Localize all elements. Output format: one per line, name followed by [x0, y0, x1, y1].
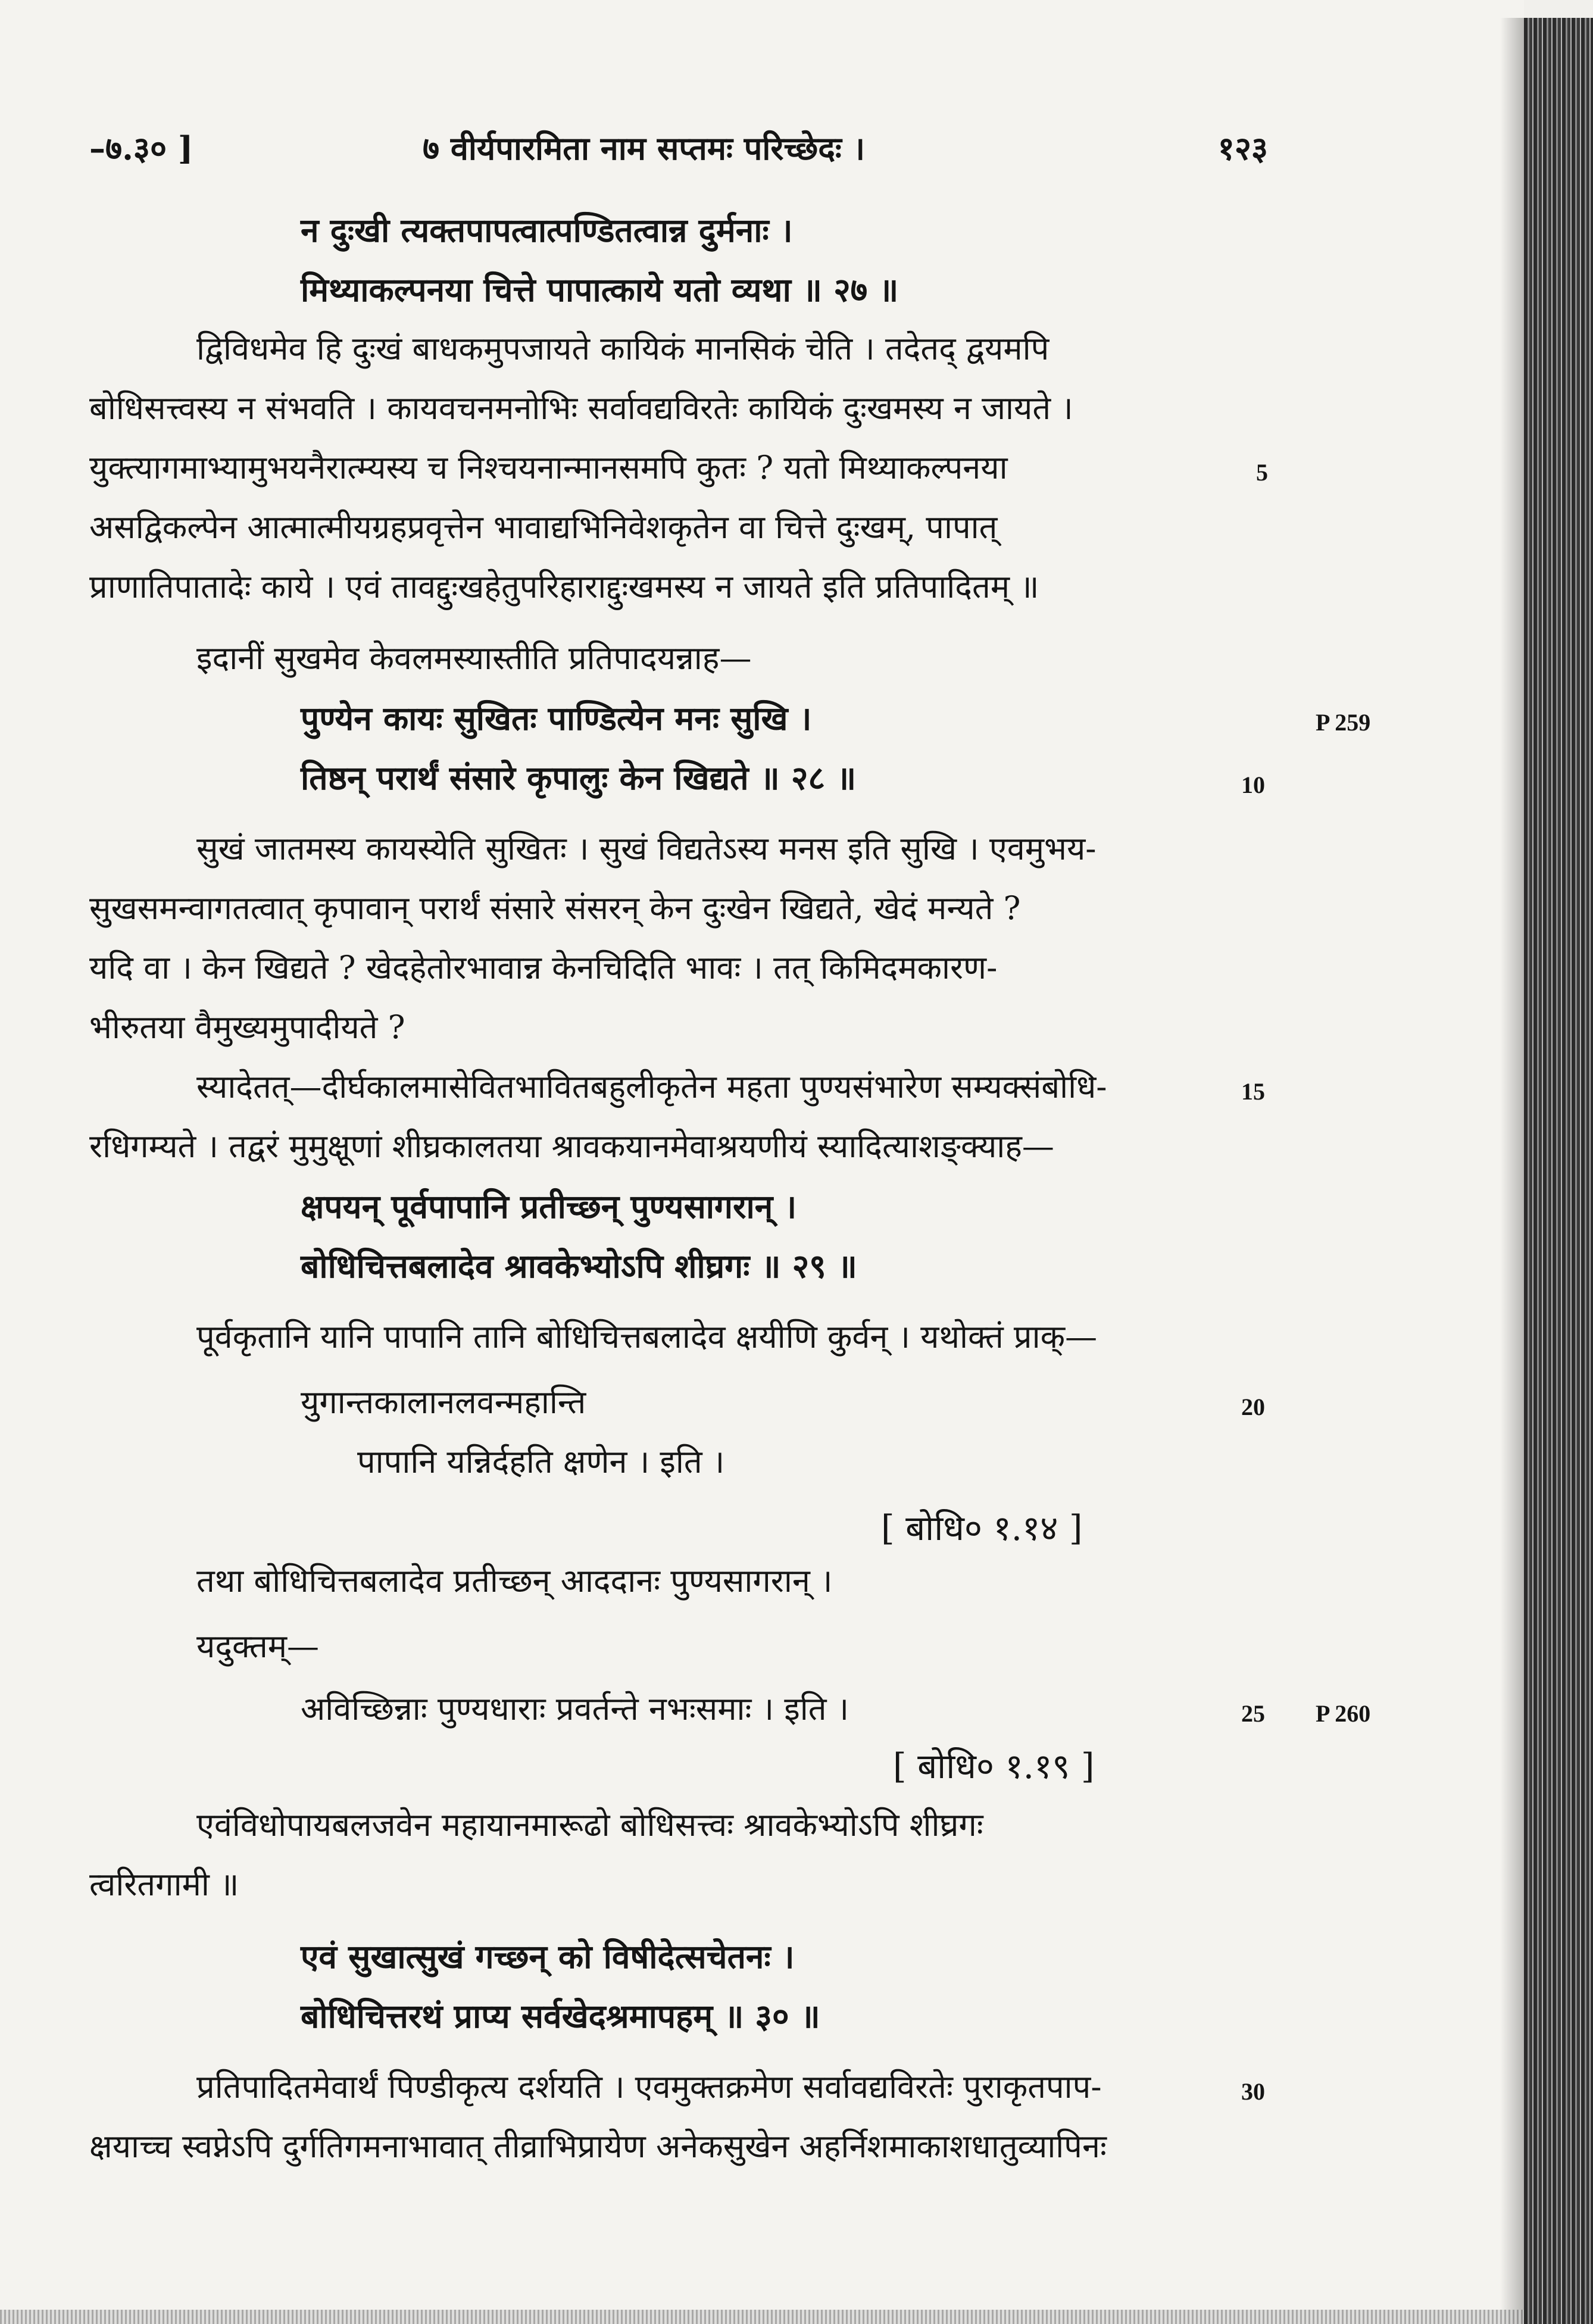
- commentary-line: भीरुतया वैमुख्यमुपादीयते ?: [89, 1008, 405, 1046]
- verse-line: मिथ्याकल्पनया चित्ते पापात्काये यतो व्यथा ॥ २७ ॥: [301, 270, 899, 309]
- commentary-line: स्यादेतत्—दीर्घकालमासेवितभावितबहुलीकृतेन महता पुण्यसंभारेण सम्यक्संबोधि-: [196, 1068, 1107, 1105]
- line-number: 15: [1241, 1078, 1265, 1105]
- commentary-line: युक्त्यागमाभ्यामुभयनैरात्म्यस्य च निश्चयनान्मानसमपि कुतः ? यतो मिथ्याकल्पनया: [89, 449, 1008, 486]
- commentary-line: इदानीं सुखमेव केवलमस्यास्तीति प्रतिपादयन्नाह—: [196, 639, 752, 677]
- header-verse-range: –७.३० ]: [89, 129, 193, 167]
- scan-bottom-edge: [0, 2310, 1524, 2324]
- bodhi-reference: [ बोधि० १.१४ ]: [881, 1508, 1083, 1548]
- commentary-line: असद्विकल्पेन आत्मात्मीयग्रहप्रवृत्तेन भावाद्यभिनिवेशकृतेन वा चित्ते दुःखम्, पापात्: [89, 508, 998, 546]
- commentary-line: सुखसमन्वागतत्वात् कृपावान् परार्थं संसारे संसरन् केन दुःखेन खिद्यते, खेदं मन्यते ?: [89, 889, 1021, 927]
- header-chapter-title: ७ वीर्यपारमिता नाम सप्तमः परिच्छेदः ।: [423, 129, 866, 167]
- commentary-line: प्राणातिपातादेः काये । एवं तावद्दुःखहेतुपरिहाराद्दुःखमस्य न जायते इति प्रतिपादितम् ॥: [89, 568, 1039, 605]
- verse-line: बोधिचित्तबलादेव श्रावकेभ्योऽपि शीघ्रगः ॥ २९ ॥: [301, 1247, 857, 1285]
- quotation-line: युगान्तकालानलवन्महान्ति: [301, 1383, 586, 1421]
- commentary-line: प्रतिपादितमेवार्थं पिण्डीकृत्य दर्शयति । एवमुक्तक्रमेण सर्वावद्यविरतेः पुराकृतपाप-: [196, 2068, 1102, 2106]
- verse-line: तिष्ठन् परार्थं संसारे कृपालुः केन खिद्यते ॥ २८ ॥: [301, 758, 857, 797]
- page-marker: P 259: [1316, 709, 1371, 736]
- book-edge: [1524, 18, 1593, 2324]
- commentary-line: एवंविधोपायबलजवेन महायानमारूढो बोधिसत्त्वः श्रावकेभ्योऽपि शीघ्रगः: [196, 1806, 983, 1844]
- commentary-line: सुखं जातमस्य कायस्येति सुखितः । सुखं विद्यतेऽस्य मनस इति सुखि । एवमुभय-: [196, 830, 1097, 867]
- line-number: 5: [1256, 459, 1268, 486]
- line-number: 30: [1241, 2078, 1265, 2105]
- commentary-line: त्वरितगामी ॥: [89, 1866, 239, 1903]
- running-header: [89, 125, 1268, 173]
- verse-line: न दुःखी त्यक्तपापत्वात्पण्डितत्वान्न दुर्मनाः ।: [301, 211, 793, 249]
- commentary-line: पूर्वकृतानि यानि पापानि तानि बोधिचित्तबलादेव क्षयीणि कुर्वन् । यथोक्तं प्राक्—: [196, 1318, 1098, 1355]
- verse-line: क्षपयन् पूर्वपापानि प्रतीच्छन् पुण्यसागरान् ।: [301, 1187, 797, 1226]
- commentary-line: यदि वा । केन खिद्यते ? खेदहेतोरभावान्न केनचिदिति भावः । तत् किमिदमकारण-: [89, 949, 998, 986]
- commentary-line: द्विविधमेव हि दुःखं बाधकमुपजायते कायिकं मानसिकं चेति । तदेतद् द्वयमपि: [196, 330, 1049, 367]
- line-number: 25: [1241, 1700, 1265, 1727]
- verse-line: पुण्येन कायः सुखितः पाण्डित्येन मनः सुखि ।: [301, 699, 812, 738]
- page-gutter-shadow: [1500, 18, 1524, 2324]
- commentary-line: तथा बोधिचित्तबलादेव प्रतीच्छन् आददानः पुण्यसागरान् ।: [196, 1562, 833, 1600]
- line-number: 20: [1241, 1394, 1265, 1420]
- commentary-line: क्षयाच्च स्वप्नेऽपि दुर्गतिगमनाभावात् तीव्राभिप्रायेण अनेकसुखेन अहर्निशमाकाशधातुव्यापिनः: [89, 2128, 1107, 2165]
- verse-line: बोधिचित्तरथं प्राप्य सर्वखेदश्रमापहम् ॥ ३० ॥: [301, 1997, 820, 2035]
- quotation-line: अविच्छिन्नाः पुण्यधाराः प्रवर्तन्ते नभःसमाः । इति ।: [301, 1690, 849, 1728]
- commentary-line: यदुक्तम्—: [196, 1628, 320, 1665]
- page-marker: P 260: [1316, 1700, 1371, 1727]
- commentary-line: बोधिसत्त्वस्य न संभवति । कायवचनमनोभिः सर्वावद्यविरतेः कायिकं दुःखमस्य न जायते ।: [89, 389, 1073, 427]
- quotation-line: पापानि यन्निर्दहति क्षणेन । इति ।: [357, 1443, 725, 1480]
- commentary-line: रधिगम्यते । तद्वरं मुमुक्षूणां शीघ्रकालतया श्रावकयानमेवाश्रयणीयं स्यादित्याशङ्क्याह—: [89, 1127, 1054, 1165]
- bodhi-reference: [ बोधि० १.१९ ]: [893, 1746, 1095, 1786]
- header-page-number: १२३: [1217, 129, 1268, 167]
- line-number: 10: [1241, 771, 1265, 798]
- verse-line: एवं सुखात्सुखं गच्छन् को विषीदेत्सचेतनः ।: [301, 1937, 795, 1976]
